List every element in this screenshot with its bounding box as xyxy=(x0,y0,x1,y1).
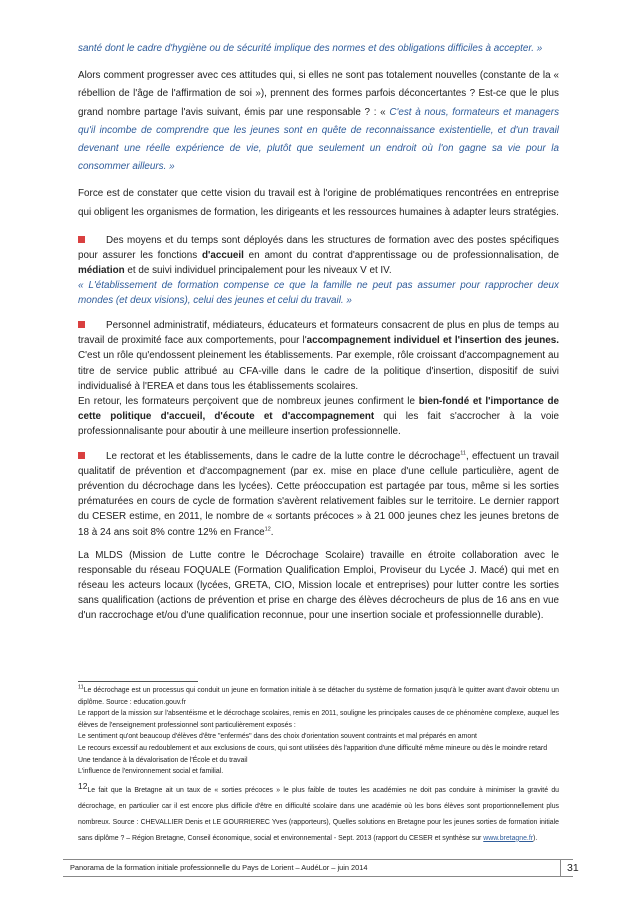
paragraph-vision: Force est de constater que cette vision du travail est à l'origine de problématiques rencontrées en entreprise qui obligent les organismes de formation, les dirigeants et les ressources humaines à adapter leurs stratégies. xyxy=(78,188,559,218)
footnote-11-cause-2: Le recours excessif au redoublement et aux exclusions de cours, qui sont utilisées dès l'apparition d'une difficulté même mineure ou dès le moindre retard xyxy=(78,744,548,752)
bullet-square-icon xyxy=(78,321,85,328)
footer-title: Panorama de la formation initiale professionnelle du Pays de Lorient – AudéLor – juin 2014 xyxy=(70,863,368,872)
footnote-11-rapport: Le rapport de la mission sur l'absentéisme et le décrochage scolaires, remis en 2011, souligne les principales causes de ce phénomène complexe, auquel les élèves de l'enseignement professionnel sont particulièrement exposés : xyxy=(78,710,559,729)
paragraph-mlds: La MLDS (Mission de Lutte contre le Décrochage Scolaire) travaille en étroite collaboration avec le responsable du réseau FOQUALE (Formation Qualification Emploi, Proviseur du Lycée J. Macé) qui met en réseau les acteurs locaux (lycées, GRETA, CIO, Mission locale et entreprises) pour lutter contre les sorties sans qualification (actions de prévention et prise en charge des élèves décrocheurs de plus de 16 ans en vue d'un raccrochage et/ou d'une qualification reconnue, pour une insertion sociale et professionnelle durable). xyxy=(78,549,559,621)
responsable-quote: C'est à nous, formateurs et managers qu'il incombe de comprendre que les jeunes sont en quête de reconnaissance existentielle, et d'un travail devenant une réelle expérience de vie, plutôt que seulement un endroit où l'on gagne sa vie pour la consommer ailleurs. » xyxy=(78,106,560,173)
bullet-square-icon xyxy=(78,236,85,243)
footnote-ref-11[interactable]: 11 xyxy=(460,450,466,457)
footnote-12: 12Le fait que la Bretagne ait un taux de « sorties précoces » le plus faible de toutes les académies ne doit pas conduire à minimiser la gravité du décrochage, en particulier car il est encore plus difficile d'être en difficulté scolaire dans une académie où les bons élèves sont proportionnellement plus nombreux. Source : CHEVALLIER Denis et LE GOURRIEREC Yves (rapporteurs), Quelles solutions en Bretagne pour les jeunes sorties de formation initiale sans diplôme ? – Région Bretagne, Conseil économique, social et environnemental - Sept. 2013 (rapport du CESER et synthèse sur www.bretagne.fr). xyxy=(78,780,559,842)
bullet-moyens: Des moyens et du temps sont déployés dans les structures de formation avec des postes spécifiques pour assurer les fonctions d'accueil en amont du contrat d'apprentissage ou de professionnalisation, de médiation et de suivi individuel principalement pour les niveaux V et IV. « L'établissement de formation compense ce que la famille ne peut pas assumer pour rapprocher deux mondes (et deux visions), celui des jeunes et celui du travail. » xyxy=(78,234,559,307)
footnote-11-cause-4: L'influence de l'environnement social et familial. xyxy=(78,768,224,776)
bullet-rectorat: Le rectorat et les établissements, dans le cadre de la lutte contre le décrochage$^{11}$, effectuent un travail qualitatif de prévention et d'accompagnement (par ex. mise en place d'une cellule particulière, agent de prévention du décrochage dans les lycées). Cette préoccupation est partagée par tous, même si les sorties prématurées en cours de cycle de formation s'avèrent relativement faibles sur le territoire. Le dernier rapport du CESER estime, en 2011, le nombre de « sortants précoces » à 21 000 jeunes chez les jeunes bretons de 18 à 24 ans soit 8% contre 12% en France$^{12}$. xyxy=(78,450,559,538)
bretagne-link[interactable]: www.bretagne.fr xyxy=(483,834,534,842)
footnote-11-cause-3: Une tendance à la dévalorisation de l'École et du travail xyxy=(78,756,248,764)
bullet-square-icon xyxy=(78,452,85,459)
footnote-11: $^{11}$Le décrochage est un processus qui conduit un jeune en formation initiale à se détacher du système de formation jusqu'à le quitter avant d'avoir obtenu un diplôme. Source : education.gouv.fr xyxy=(78,684,559,706)
footnotes xyxy=(78,681,559,847)
intro-quote: santé dont le cadre d'hygiène ou de sécurité implique des normes et des obligations difficiles à accepter. » xyxy=(78,43,543,54)
footnote-11-cause-1: Le sentiment qu'ont beaucoup d'élèves d'être "enfermés" dans des choix d'orientation souvent contraints et mal préparés en amont xyxy=(78,733,477,741)
page-footer xyxy=(63,859,579,877)
page-number: 31 xyxy=(560,860,579,876)
bullet-personnel: Personnel administratif, médiateurs, éducateurs et formateurs consacrent de plus en plus de temps au travail de proximité face aux comportements, pour l'accompagnement individuel et l'insertion des jeunes. C'est un rôle qu'endossent pleinement les établissements. Par exemple, rôle croissant d'accompagnement au titre de service public attribué au CFA-ville dans le cadre de la politique d'insertion, dispositif de suivi individualisé à l'EREA et dans tous les établissements scolaires. En retour, les formateurs perçoivent que de nombreux jeunes confirment le bien-fondé et l'importance de cette politique d'accueil, d'écoute et d'accompagnement qui les fait s'accrocher à la voie professionnalisante pour aboutir à une meilleure insertion professionnelle. xyxy=(78,320,559,437)
footnote-ref-12[interactable]: 12 xyxy=(264,526,271,533)
main-content xyxy=(78,40,559,623)
etablissement-quote: « L'établissement de formation compense ce que la famille ne peut pas assumer pour rapprocher deux mondes (et deux visions), celui des jeunes et celui du travail. » xyxy=(78,280,559,307)
footnote-divider xyxy=(78,681,198,682)
paragraph-attitudes: Alors comment progresser avec ces attitudes qui, si elles ne sont pas totalement nouvelles (constante de la « rébellion de l'âge de l'affirmation de soi »), prennent des formes parfois déconcertantes ? Est-ce que le plus grand nombre partage l'avis suivant, émis par une responsable ? : « C'est à nous, formateurs et managers qu'il incombe de comprendre que les jeunes sont en quête de reconnaissance existentielle, et d'un travail devenant une réelle expérience de vie, plutôt que seulement un endroit où l'on gagne sa vie pour la consommer ailleurs. » xyxy=(78,70,560,173)
